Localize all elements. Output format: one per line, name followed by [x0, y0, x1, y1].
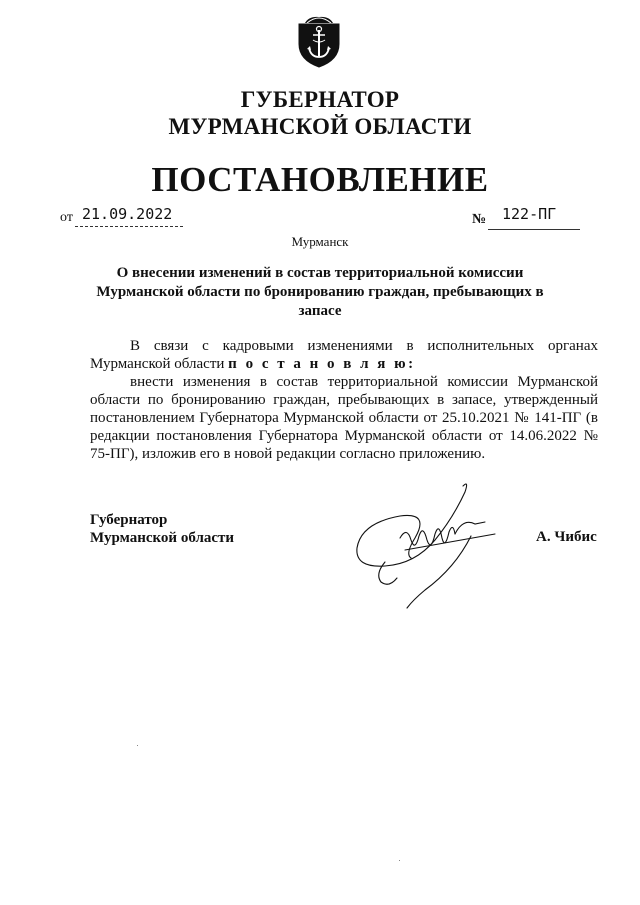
handwritten-signature — [345, 478, 535, 613]
document-date: 21.09.2022 — [82, 205, 173, 223]
date-prefix: от — [60, 210, 73, 225]
body-intro-paragraph — [90, 337, 598, 373]
signatory-position-line1: Губернатор — [90, 512, 168, 528]
signatory-position-line2: Мурманской области — [90, 530, 235, 546]
resolve-word: п о с т а н о в л я ю: — [228, 356, 416, 372]
header-title-line1: ГУБЕРНАТОР — [240, 87, 400, 112]
city-label: Мурманск — [291, 234, 349, 249]
document-body — [90, 337, 598, 463]
document-subject: О внесении изменений в состав территориальной комиссии Мурманской области по бронированию граждан, пребывающих в запасе — [96, 265, 544, 319]
body-intro-text: В связи с кадровыми изменениями в исполнительных органах Мурманской области — [90, 338, 598, 372]
scan-speck — [399, 860, 400, 861]
document-number: 122-ПГ — [502, 205, 557, 223]
document-type-title: ПОСТАНОВЛЕНИЕ — [151, 160, 489, 199]
number-underline — [488, 229, 580, 230]
date-underline — [75, 226, 183, 227]
signatory-name: А. Чибис — [536, 529, 597, 545]
signatory-position — [90, 511, 234, 547]
coat-of-arms-icon — [297, 14, 341, 68]
body-main-paragraph: внести изменения в состав территориальной комиссии Мурманской области по бронированию граждан, пребывающих в запасе, утвержденный постановлением Губернатора Мурманской области от 25.10.2021 № 141-ПГ (в редакции постановления Губернатора Мурманской области от 14.06.2022 № 75-ПГ), изложив его в новой редакции согласно приложению. — [90, 374, 598, 462]
scan-speck — [137, 745, 138, 746]
header-title-line2: МУРМАНСКОЙ ОБЛАСТИ — [168, 114, 472, 139]
number-prefix: № — [472, 212, 487, 227]
